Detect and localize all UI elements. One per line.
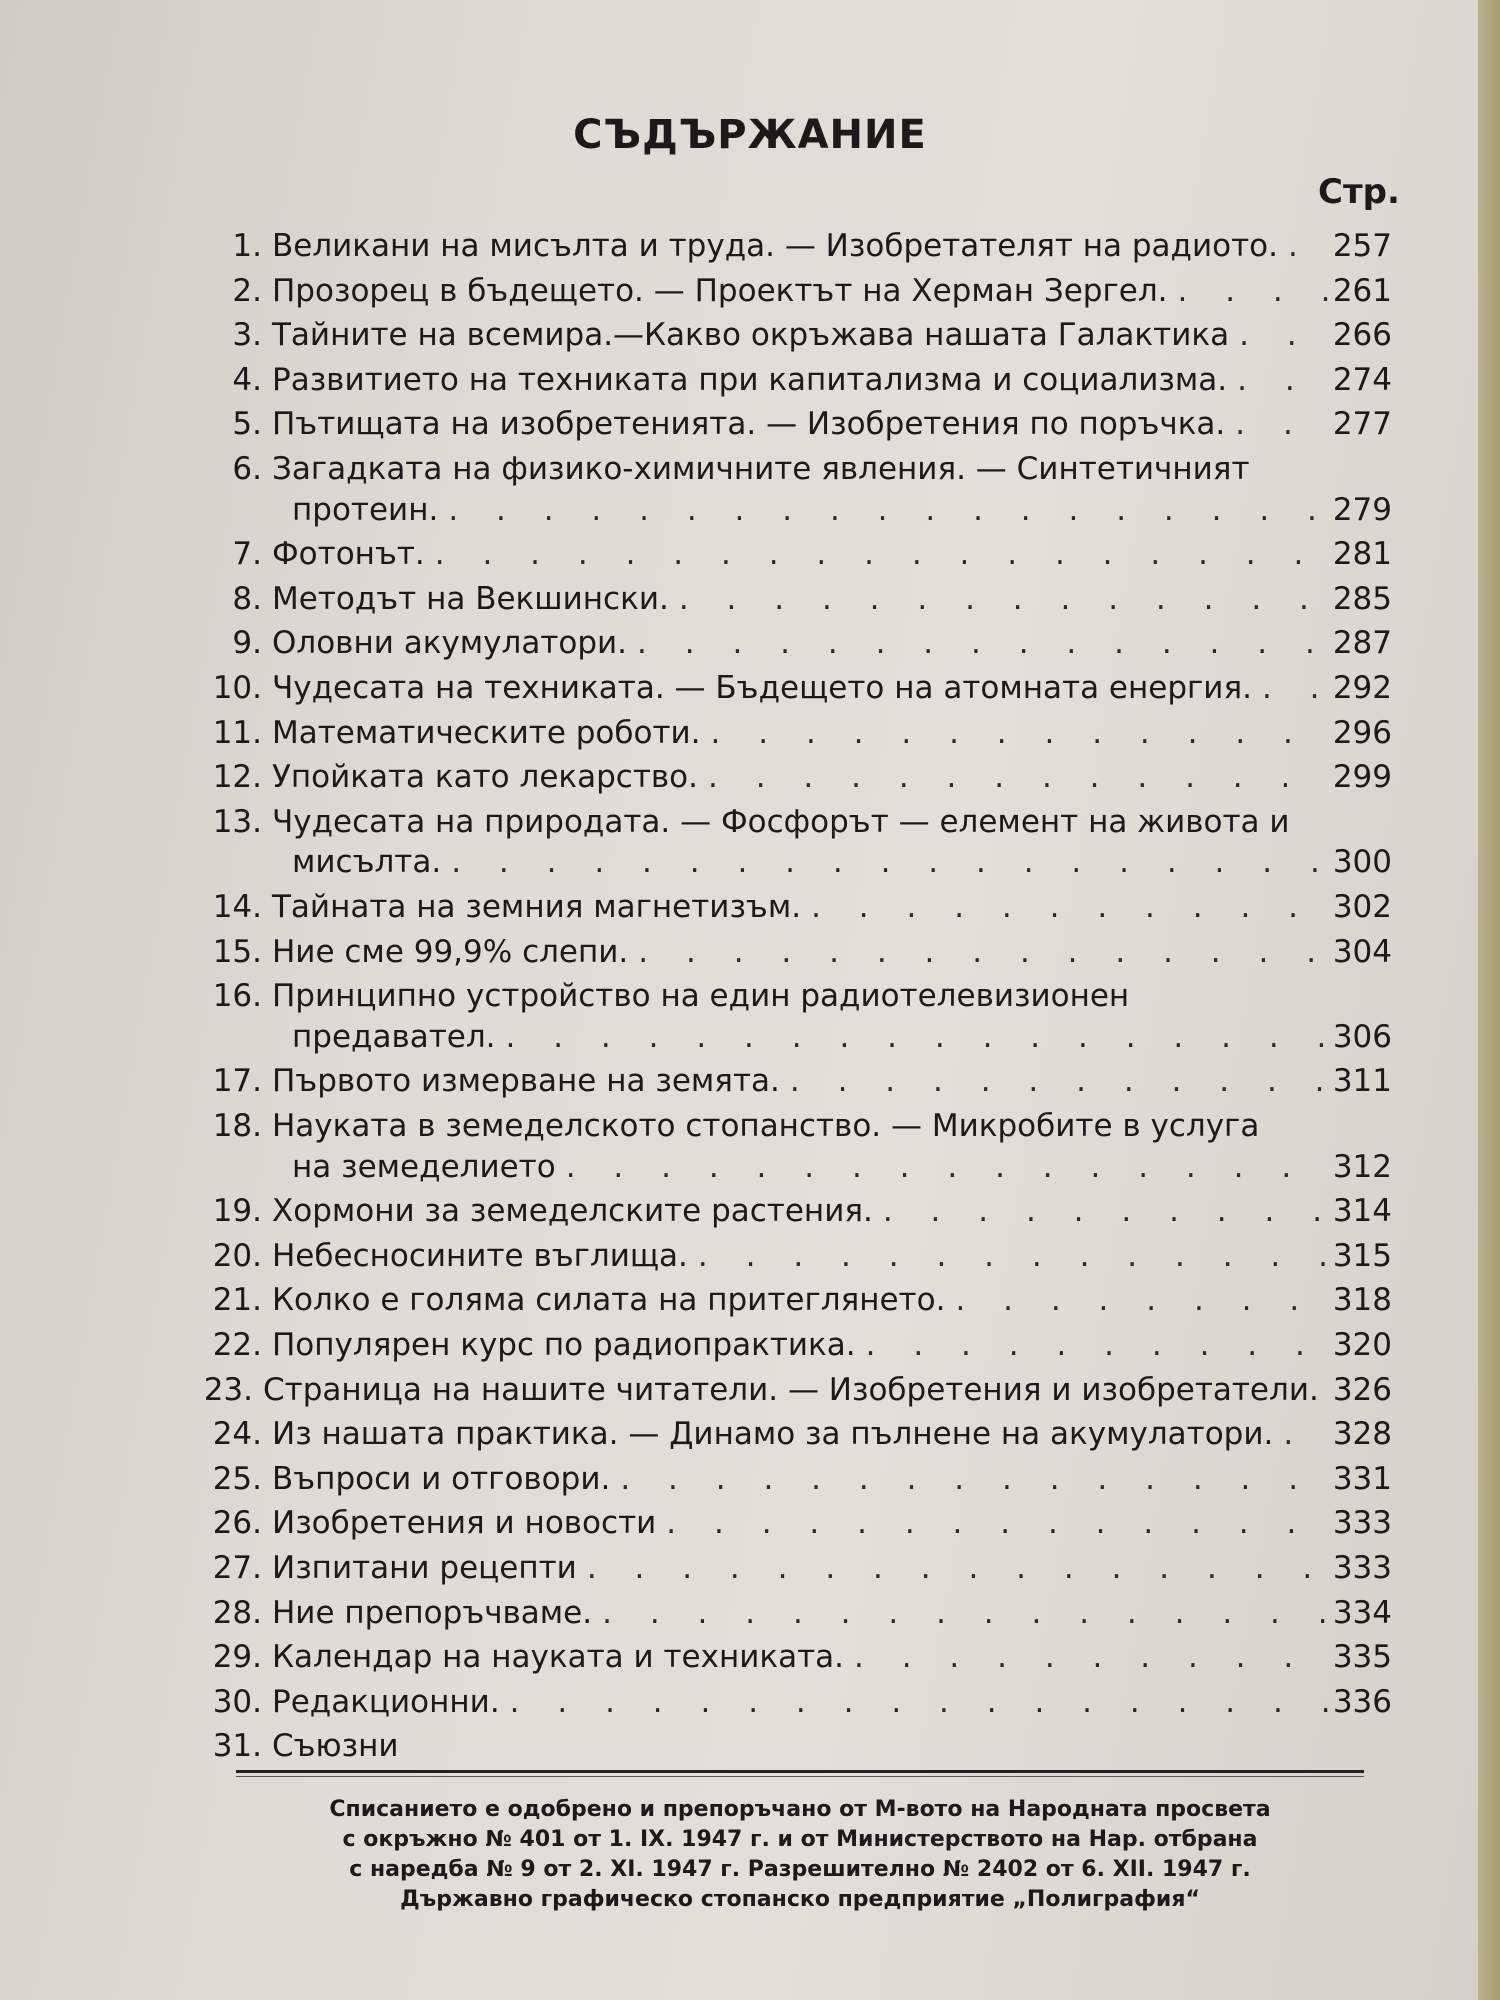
leader-dots xyxy=(1278,228,1329,264)
leader-dots xyxy=(801,889,1329,925)
toc-entry xyxy=(150,1639,1392,1683)
leader-dots xyxy=(856,1327,1329,1363)
leader-dots xyxy=(1229,317,1329,353)
leader-dots xyxy=(577,1550,1329,1586)
toc-entry-number: 3. xyxy=(232,317,262,354)
toc-entry-page: 334 xyxy=(1332,1594,1392,1631)
toc-entry-page: 306 xyxy=(1332,1018,1392,1055)
toc-entry xyxy=(150,625,1392,669)
toc-entry-title: Упойката като лекарство. xyxy=(272,759,698,796)
leader-dots xyxy=(1227,362,1329,398)
toc-entry-page: 314 xyxy=(1332,1193,1392,1230)
toc-entry xyxy=(150,889,1392,933)
toc-entry-title: Първото измерване на земята. xyxy=(272,1063,780,1100)
toc-entry xyxy=(150,1416,1392,1460)
toc-entry-page: 261 xyxy=(1332,272,1392,309)
toc-entry-number: 20. xyxy=(212,1237,262,1274)
toc-entry-title-cont: мисълта. xyxy=(292,844,442,881)
toc-entry-title: Математическите роботи. xyxy=(272,714,701,751)
toc-entry-title: Въпроси и отговори. xyxy=(272,1460,611,1497)
toc-entry-number: 9. xyxy=(232,625,262,662)
footer-rule xyxy=(236,1770,1364,1773)
toc-entry-page: 296 xyxy=(1332,714,1392,751)
toc-entry-page: 285 xyxy=(1332,580,1392,617)
toc-entry-continuation xyxy=(292,844,1392,888)
leader-dots xyxy=(873,1193,1329,1229)
toc-entry-number: 2. xyxy=(232,272,262,309)
toc-entry xyxy=(150,1108,1392,1152)
toc-entry xyxy=(150,406,1392,450)
toc-entry xyxy=(150,1550,1392,1594)
toc-entry-page: 281 xyxy=(1332,536,1392,573)
toc-entry-page: 336 xyxy=(1332,1683,1392,1720)
toc-entry xyxy=(150,536,1392,580)
toc-entry xyxy=(150,451,1392,495)
toc-entry xyxy=(150,1461,1392,1505)
leader-dots xyxy=(438,492,1329,528)
toc-entry-page: 331 xyxy=(1332,1460,1392,1497)
toc-entry-title-cont: протеин. xyxy=(292,491,439,528)
imprint-line-1: Списанието е одобрено и препоръчано от М-вото на Народната просвета xyxy=(329,1797,1271,1822)
toc-entry-page: 312 xyxy=(1332,1148,1392,1185)
toc-entry xyxy=(150,1595,1392,1639)
leader-dots xyxy=(627,625,1329,661)
leader-dots xyxy=(1319,1372,1329,1408)
leader-dots xyxy=(1273,1416,1328,1452)
toc-entry-title: Пътищата на изобретенията. — Изобретения по поръчка. xyxy=(272,406,1226,443)
toc-entry-title: Хормони за земеделските растения. xyxy=(272,1193,873,1230)
toc-entry-title: Изпитани рецепти xyxy=(272,1550,577,1586)
leader-dots xyxy=(592,1595,1329,1631)
toc-entry-number: 16. xyxy=(212,978,262,1015)
imprint-line-2: с окръжно № 401 от 1. IX. 1947 г. и от Министерството на Нар. отбрана xyxy=(342,1827,1258,1852)
toc-entry-number: 23. xyxy=(203,1371,253,1408)
leader-dots xyxy=(441,844,1329,880)
page-title: СЪДЪРЖАНИЕ xyxy=(573,112,927,158)
toc-entry-continuation xyxy=(292,492,1392,536)
toc-entry-page: 333 xyxy=(1332,1505,1392,1542)
toc-entry-page: 299 xyxy=(1332,759,1392,796)
toc-entry-title: Ние сме 99,9% слепи. xyxy=(272,933,629,970)
toc-entry-title: Из нашата практика. — Динамо за пълнене на акумулатори. xyxy=(272,1416,1274,1453)
toc-entry-title: Чудесата на техниката. — Бъдещето на атомната енергия. xyxy=(272,670,1252,706)
toc-entry-page: 302 xyxy=(1332,889,1392,925)
toc-entry-number: 12. xyxy=(212,759,262,796)
toc-entry-number: 4. xyxy=(232,361,262,398)
toc-entry-number: 6. xyxy=(232,451,262,487)
leader-dots xyxy=(701,715,1329,751)
toc-entry-title: Календар на науката и техниката. xyxy=(272,1639,845,1676)
toc-entry xyxy=(150,934,1392,978)
toc-entry xyxy=(150,804,1392,848)
toc-entry xyxy=(150,317,1392,361)
leader-dots xyxy=(628,934,1329,970)
toc-entry-number: 10. xyxy=(212,670,262,706)
toc-entry-number: 27. xyxy=(212,1550,262,1586)
toc-entry-number: 13. xyxy=(212,803,262,840)
leader-dots xyxy=(500,1684,1329,1720)
toc-entry-page: 274 xyxy=(1332,361,1392,398)
toc-entry xyxy=(150,362,1392,406)
toc-entry-title: Прозорец в бъдещето. — Проектът на Херман Зергел. xyxy=(272,272,1168,309)
toc-entry-title-cont: предавател. xyxy=(292,1018,496,1055)
toc-entry-number: 22. xyxy=(212,1327,262,1363)
footer-rule-thin xyxy=(236,1776,1364,1777)
toc-entry xyxy=(150,1063,1392,1107)
imprint-line-4: Държавно графическо стопанско предприятие „Полиграфия“ xyxy=(400,1887,1200,1912)
toc-entry-page: 320 xyxy=(1332,1327,1392,1363)
toc-entry-number: 26. xyxy=(212,1505,262,1542)
toc-entry-number: 31. xyxy=(212,1728,262,1765)
toc-entry xyxy=(150,1684,1392,1728)
toc-entry xyxy=(150,1505,1392,1549)
toc-entry xyxy=(150,1238,1392,1282)
leader-dots xyxy=(1168,273,1329,309)
toc-entry-page: 266 xyxy=(1332,317,1392,354)
toc-entry-continuation xyxy=(292,1019,1392,1063)
toc-entry-title: Популярен курс по радиопрактика. xyxy=(272,1327,856,1363)
toc-entry xyxy=(150,978,1392,1022)
toc-entry-number: 7. xyxy=(232,536,262,573)
toc-entry-title: Колко е голяма силата на притеглянето. xyxy=(272,1282,946,1319)
toc-entry-title: Науката в земеделското стопанство. — Микробите в услуга xyxy=(272,1108,1260,1144)
toc-entry-title: Ние препоръчваме. xyxy=(272,1594,593,1631)
toc-entry xyxy=(150,1728,1392,1772)
toc-entry xyxy=(150,273,1392,317)
toc-entry-number: 15. xyxy=(212,933,262,970)
toc-entry-title: Принципно устройство на един радиотелевизионен xyxy=(272,978,1130,1015)
toc-entry-title: Небесносините въглища. xyxy=(272,1237,688,1274)
toc-entry-title: Загадката на физико-химичните явления. — Синтетичният xyxy=(272,451,1250,487)
toc-entry-title: Оловни акумулатори. xyxy=(272,625,628,662)
toc-entry-number: 11. xyxy=(212,714,262,751)
toc-entry-number: 1. xyxy=(232,228,262,264)
toc-entry-number: 25. xyxy=(212,1460,262,1497)
toc-entry-title-cont: на земеделието xyxy=(292,1148,556,1185)
toc-entry xyxy=(150,1193,1392,1237)
imprint-note xyxy=(240,1795,1360,1915)
toc-entry-page: 311 xyxy=(1332,1063,1392,1100)
toc-entry-title: Изобретения и новости xyxy=(272,1505,657,1542)
toc-entry-title: Тайните на всемира.—Какво окръжава нашата Галактика xyxy=(272,317,1230,354)
toc-entry-title: Развитието на техниката при капитализма и социализма. xyxy=(272,361,1228,398)
toc-entry xyxy=(150,228,1392,272)
leader-dots xyxy=(669,581,1329,617)
toc-entry-page: 279 xyxy=(1332,491,1392,528)
toc-entry-number: 19. xyxy=(212,1193,262,1230)
imprint-line-3: с наредба № 9 от 2. XI. 1947 г. Разрешително № 2402 от 6. XII. 1947 г. xyxy=(349,1857,1251,1882)
toc-entry-page: 326 xyxy=(1332,1371,1392,1408)
toc-entry xyxy=(150,715,1392,759)
toc-entry-number: 21. xyxy=(212,1282,262,1319)
leader-dots xyxy=(496,1019,1329,1055)
leader-dots xyxy=(945,1282,1328,1318)
leader-dots xyxy=(780,1063,1329,1099)
toc-entry-number: 24. xyxy=(212,1416,262,1453)
toc-entry-number: 17. xyxy=(212,1063,262,1100)
toc-entry xyxy=(150,759,1392,803)
toc-entry xyxy=(150,1372,1392,1416)
toc-entry-number: 29. xyxy=(212,1639,262,1676)
page-column-label: Стр. xyxy=(1318,172,1400,212)
toc-entry-page: 328 xyxy=(1332,1416,1392,1453)
toc-entry-page: 292 xyxy=(1332,670,1392,706)
toc-entry-title: Методът на Векшински. xyxy=(272,580,669,617)
toc-entry-title: Чудесата на природата. — Фосфорът — елемент на живота и xyxy=(272,803,1290,840)
leader-dots xyxy=(656,1505,1329,1541)
leader-dots xyxy=(844,1639,1329,1675)
leader-dots xyxy=(556,1149,1329,1185)
toc-entry-title: Страница на нашите читатели. — Изобретения и изобретатели. xyxy=(263,1371,1319,1408)
toc-entry-page: 304 xyxy=(1332,933,1392,970)
leader-dots xyxy=(688,1238,1329,1274)
toc-entry-number: 30. xyxy=(212,1683,262,1720)
toc-entry-page: 287 xyxy=(1332,625,1392,662)
toc-entry xyxy=(150,670,1392,714)
leader-dots xyxy=(698,759,1329,795)
toc-entry-number: 28. xyxy=(212,1594,262,1631)
toc-entry-page: 333 xyxy=(1332,1550,1392,1586)
toc-entry xyxy=(150,1327,1392,1371)
toc-entry-continuation xyxy=(292,1149,1392,1193)
toc-entry xyxy=(150,1282,1392,1326)
leader-dots xyxy=(1252,670,1329,706)
toc-entry-number: 18. xyxy=(212,1108,262,1144)
toc-entry xyxy=(150,581,1392,625)
toc-entry-number: 5. xyxy=(232,406,262,443)
toc-entry-page: 257 xyxy=(1332,228,1392,264)
toc-entry-title: Тайната на земния магнетизъм. xyxy=(272,889,802,925)
leader-dots xyxy=(425,536,1329,572)
toc-entry-number: 8. xyxy=(232,580,262,617)
leader-dots xyxy=(1225,406,1329,442)
toc-entry-title: Съюзни xyxy=(272,1728,399,1765)
toc-entry-title: Редакционни. xyxy=(272,1683,500,1720)
leader-dots xyxy=(610,1461,1329,1497)
toc-entry-page: 315 xyxy=(1332,1237,1392,1274)
toc-entry-page: 277 xyxy=(1332,406,1392,443)
toc-entry-page: 300 xyxy=(1332,844,1392,881)
toc-entry-page: 318 xyxy=(1332,1282,1392,1319)
toc-entry-title: Великани на мисълта и труда. — Изобретателят на радиото. xyxy=(272,228,1278,264)
toc-entry-title: Фотонът. xyxy=(272,536,425,573)
toc-entry-number: 14. xyxy=(212,889,262,925)
toc-entry-page: 335 xyxy=(1332,1639,1392,1676)
